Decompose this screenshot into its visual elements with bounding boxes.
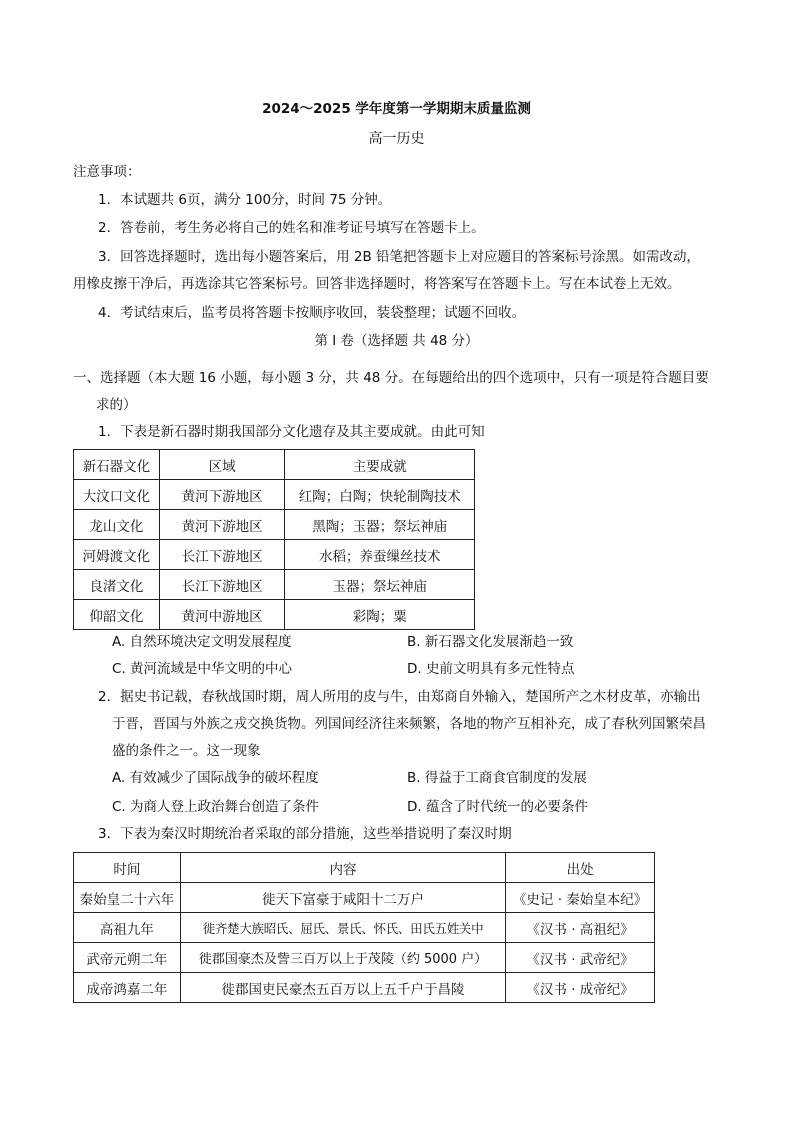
table-cell: 良渚文化	[74, 570, 160, 600]
q3-table	[73, 852, 655, 1003]
table-cell: 徙郡国吏民豪杰五百万以上五千户于昌陵	[180, 973, 505, 1003]
notice-item-3-cont: 用橡皮擦干净后，再选涂其它答案标号。回答非选择题时，将答案写在答题卡上。写在本试卷上无效。	[73, 276, 681, 292]
section-instructions: 一、选择题（本大题 16 小题，每小题 3 分，共 48 分。在每题给出的四个选项中，只有一项是符合题目要	[73, 370, 709, 386]
q2-option-b: B. 得益于工商食官制度的发展	[407, 770, 587, 786]
table-cell: 仰韶文化	[74, 600, 160, 630]
table-row	[74, 943, 655, 973]
table-cell: 《汉书 · 武帝纪》	[506, 943, 655, 973]
table-cell: 徙郡国豪杰及訾三百万以上于茂陵（约 5000 户）	[180, 943, 505, 973]
table-cell: 黄河下游地区	[159, 510, 285, 540]
table-cell: 《汉书 · 成帝纪》	[506, 973, 655, 1003]
table-cell: 徙天下富豪于咸阳十二万户	[180, 883, 505, 913]
table-cell: 徙齐楚大族昭氏、屈氏、景氏、怀氏、田氏五姓关中	[180, 913, 505, 943]
table-row	[74, 973, 655, 1003]
q2-stem-end: 盛的条件之一。这一现象	[112, 743, 261, 759]
table-header-row	[74, 853, 655, 883]
header-cell: 时间	[74, 853, 181, 883]
table-row	[74, 883, 655, 913]
section-instructions-cont: 求的）	[96, 397, 137, 413]
header-cell: 区域	[159, 450, 285, 480]
q1-table	[73, 449, 475, 630]
table-cell: 成帝鸿嘉二年	[74, 973, 181, 1003]
q2-stem-cont: 于晋，晋国与外族之戎交换货物。列国间经济往来频繁，各地的物产互相补充，成了春秋列国繁荣昌	[112, 716, 706, 732]
table-header-row	[74, 450, 475, 480]
q1-option-b: B. 新石器文化发展渐趋一致	[407, 634, 574, 650]
table-cell: 龙山文化	[74, 510, 160, 540]
header-cell: 出处	[506, 853, 655, 883]
table-cell: 黑陶；玉器；祭坛神庙	[285, 510, 475, 540]
table-cell: 玉器；祭坛神庙	[285, 570, 475, 600]
subject-title: 高一历史	[368, 131, 425, 147]
q2-option-a: A. 有效减少了国际战争的破坏程度	[112, 770, 319, 786]
table-cell: 黄河中游地区	[159, 600, 285, 630]
header-cell: 内容	[180, 853, 505, 883]
table-cell: 红陶；白陶；快轮制陶技术	[285, 480, 475, 510]
table-cell: 彩陶；粟	[285, 600, 475, 630]
q2-option-c: C. 为商人登上政治舞台创造了条件	[112, 799, 320, 815]
notice-heading: 注意事项：	[73, 164, 141, 180]
table-row	[74, 510, 475, 540]
table-cell: 秦始皇二十六年	[74, 883, 181, 913]
table-cell: 《史记 · 秦始皇本纪》	[506, 883, 655, 913]
table-cell: 长江下游地区	[159, 540, 285, 570]
table-cell: 武帝元朔二年	[74, 943, 181, 973]
table-cell: 河姆渡文化	[74, 540, 160, 570]
header-cell: 主要成就	[285, 450, 475, 480]
table-row	[74, 913, 655, 943]
table-cell: 高祖九年	[74, 913, 181, 943]
notice-item-2: 2．答卷前，考生务必将自己的姓名和准考证号填写在答题卡上。	[98, 220, 485, 236]
table-row	[74, 570, 475, 600]
q3-stem: 3．下表为秦汉时期统治者采取的部分措施，这些举措说明了秦汉时期	[98, 826, 512, 842]
table-cell: 水稻；养蚕缫丝技术	[285, 540, 475, 570]
q1-option-a: A. 自然环境决定文明发展程度	[112, 634, 292, 650]
q2-option-d: D. 蕴含了时代统一的必要条件	[407, 799, 588, 815]
table-row	[74, 480, 475, 510]
table-cell: 《汉书 · 高祖纪》	[506, 913, 655, 943]
table-cell: 长江下游地区	[159, 570, 285, 600]
exam-title: 2024～2025 学年度第一学期期末质量监测	[262, 101, 531, 117]
q2-stem: 2．据史书记载，春秋战国时期，周人所用的皮与牛，由郑商自外输入，楚国所产之木材皮革，亦输出	[98, 689, 701, 705]
q1-option-c: C. 黄河流域是中华文明的中心	[112, 661, 293, 677]
q1-option-d: D. 史前文明具有多元性特点	[407, 661, 575, 677]
table-row	[74, 540, 475, 570]
header-cell: 新石器文化	[74, 450, 160, 480]
table-cell: 大汶口文化	[74, 480, 160, 510]
table-row	[74, 600, 475, 630]
notice-item-3: 3．回答选择题时，选出每小题答案后，用 2B 铅笔把答题卡上对应题目的答案标号涂黑。如需改动，	[98, 249, 701, 265]
table-cell: 黄河下游地区	[159, 480, 285, 510]
notice-item-1: 1．本试题共 6页，满分 100分，时间 75 分钟。	[98, 192, 392, 208]
part1-heading: 第 I 卷（选择题 共 48 分）	[314, 333, 479, 349]
q1-stem: 1．下表是新石器时期我国部分文化遗存及其主要成就。由此可知	[98, 424, 485, 440]
notice-item-4: 4．考试结束后，监考员将答题卡按顺序收回，装袋整理；试题不回收。	[98, 305, 526, 321]
